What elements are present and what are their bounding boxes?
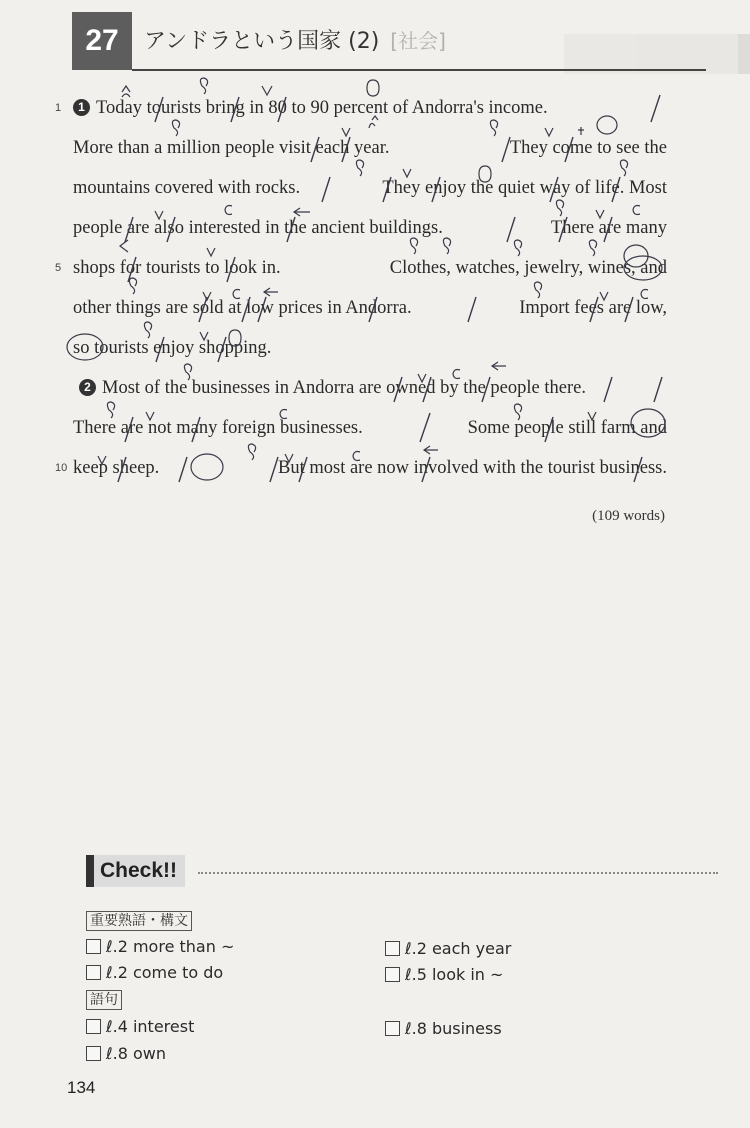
- checkbox[interactable]: [385, 941, 400, 956]
- line-text-4a: people are also interested in the ancient buildings.: [73, 218, 443, 238]
- bleed-through-number: [738, 34, 750, 74]
- checkbox[interactable]: [385, 1021, 400, 1036]
- checkbox[interactable]: [86, 1019, 101, 1034]
- bleed-through-next-unit: [564, 34, 750, 74]
- line-text-9b: Some people still farm and: [467, 418, 667, 438]
- passage-line-2: [73, 128, 667, 168]
- line-text-5a: shops for tourists to look in.: [73, 258, 281, 278]
- passage-line-4: [73, 208, 667, 248]
- passage-line-3: [73, 168, 667, 208]
- category-words: 語句: [86, 990, 122, 1010]
- page-number: 134: [67, 1078, 96, 1097]
- line-text-7: so tourists enjoy shopping.: [73, 338, 272, 358]
- line-number-1: 1: [55, 102, 62, 114]
- checkbox[interactable]: [385, 967, 400, 982]
- passage-line-text: [79, 368, 586, 408]
- checkbox[interactable]: [86, 939, 101, 954]
- check-item-label: ℓ.4 interest: [106, 1017, 195, 1036]
- check-section-header: [86, 855, 734, 889]
- passage-line-8: [73, 368, 667, 408]
- check-item-label: ℓ.2 each year: [405, 939, 512, 958]
- check-dotted-rule: [198, 872, 718, 874]
- line-text-2b: They come to see the: [509, 138, 667, 158]
- line-text-4b: There are many: [550, 218, 667, 238]
- check-item-label: ℓ.8 business: [405, 1019, 502, 1038]
- word-count: (109 words): [592, 508, 665, 524]
- unit-title: [144, 24, 446, 55]
- passage-line-7: [73, 328, 667, 368]
- line-text-8: Most of the businesses in Andorra are owned by the people there.: [102, 378, 586, 398]
- header-rule: [132, 69, 706, 71]
- category-idioms: 重要熟語・構文: [86, 911, 192, 931]
- check-item-own[interactable]: [86, 1044, 166, 1063]
- passage-line-text: [73, 88, 548, 128]
- check-item-label: ℓ.5 look in ~: [405, 965, 504, 984]
- line-text-3a: mountains covered with rocks.: [73, 178, 301, 198]
- line-text-5b: Clothes, watches, jewelry, wines, and: [389, 258, 667, 278]
- checkbox[interactable]: [86, 1046, 101, 1061]
- paragraph-mark-2: 2: [79, 379, 96, 396]
- check-bar: [86, 855, 94, 887]
- line-text-6a: other things are sold at low prices in Andorra.: [73, 298, 412, 318]
- check-item-label: ℓ.2 more than ~: [106, 937, 235, 956]
- check-item-interest[interactable]: [86, 1017, 194, 1036]
- paragraph-mark-1: 1: [73, 99, 90, 116]
- line-number-5: 5: [55, 262, 62, 274]
- line-text-2a: More than a million people visit each year.: [73, 138, 390, 158]
- line-text-6b: Import fees are low,: [519, 298, 667, 318]
- check-item-each-year[interactable]: [385, 939, 511, 958]
- check-item-look-in[interactable]: [385, 965, 503, 984]
- passage-line-6: [73, 288, 667, 328]
- line-text-9a: There are not many foreign businesses.: [73, 418, 363, 438]
- check-item-come-to-do[interactable]: [86, 963, 223, 982]
- passage-line-1: [55, 88, 667, 128]
- line-text-10a: keep sheep.: [73, 458, 160, 478]
- check-title: Check!!: [94, 855, 185, 887]
- unit-header: [72, 12, 706, 70]
- check-item-more-than[interactable]: [86, 937, 234, 956]
- unit-title-text: アンドラという国家 (2): [144, 29, 380, 54]
- passage-line-10: [55, 448, 667, 488]
- unit-number: 27: [72, 12, 132, 70]
- check-item-label: ℓ.2 come to do: [106, 963, 224, 982]
- line-text-1: Today tourists bring in 80 to 90 percent of Andorra's income.: [96, 98, 548, 118]
- line-text-3b: They enjoy the quiet way of life. Most: [382, 178, 667, 198]
- subject-tag: [社会]: [390, 29, 446, 53]
- passage-line-5: [55, 248, 667, 288]
- passage-line-9: [73, 408, 667, 448]
- line-text-10b: But most are now involved with the tourist business.: [278, 458, 667, 478]
- checkbox[interactable]: [86, 965, 101, 980]
- line-number-10: 10: [55, 462, 68, 474]
- check-item-business[interactable]: [385, 1019, 502, 1038]
- check-item-label: ℓ.8 own: [106, 1044, 166, 1063]
